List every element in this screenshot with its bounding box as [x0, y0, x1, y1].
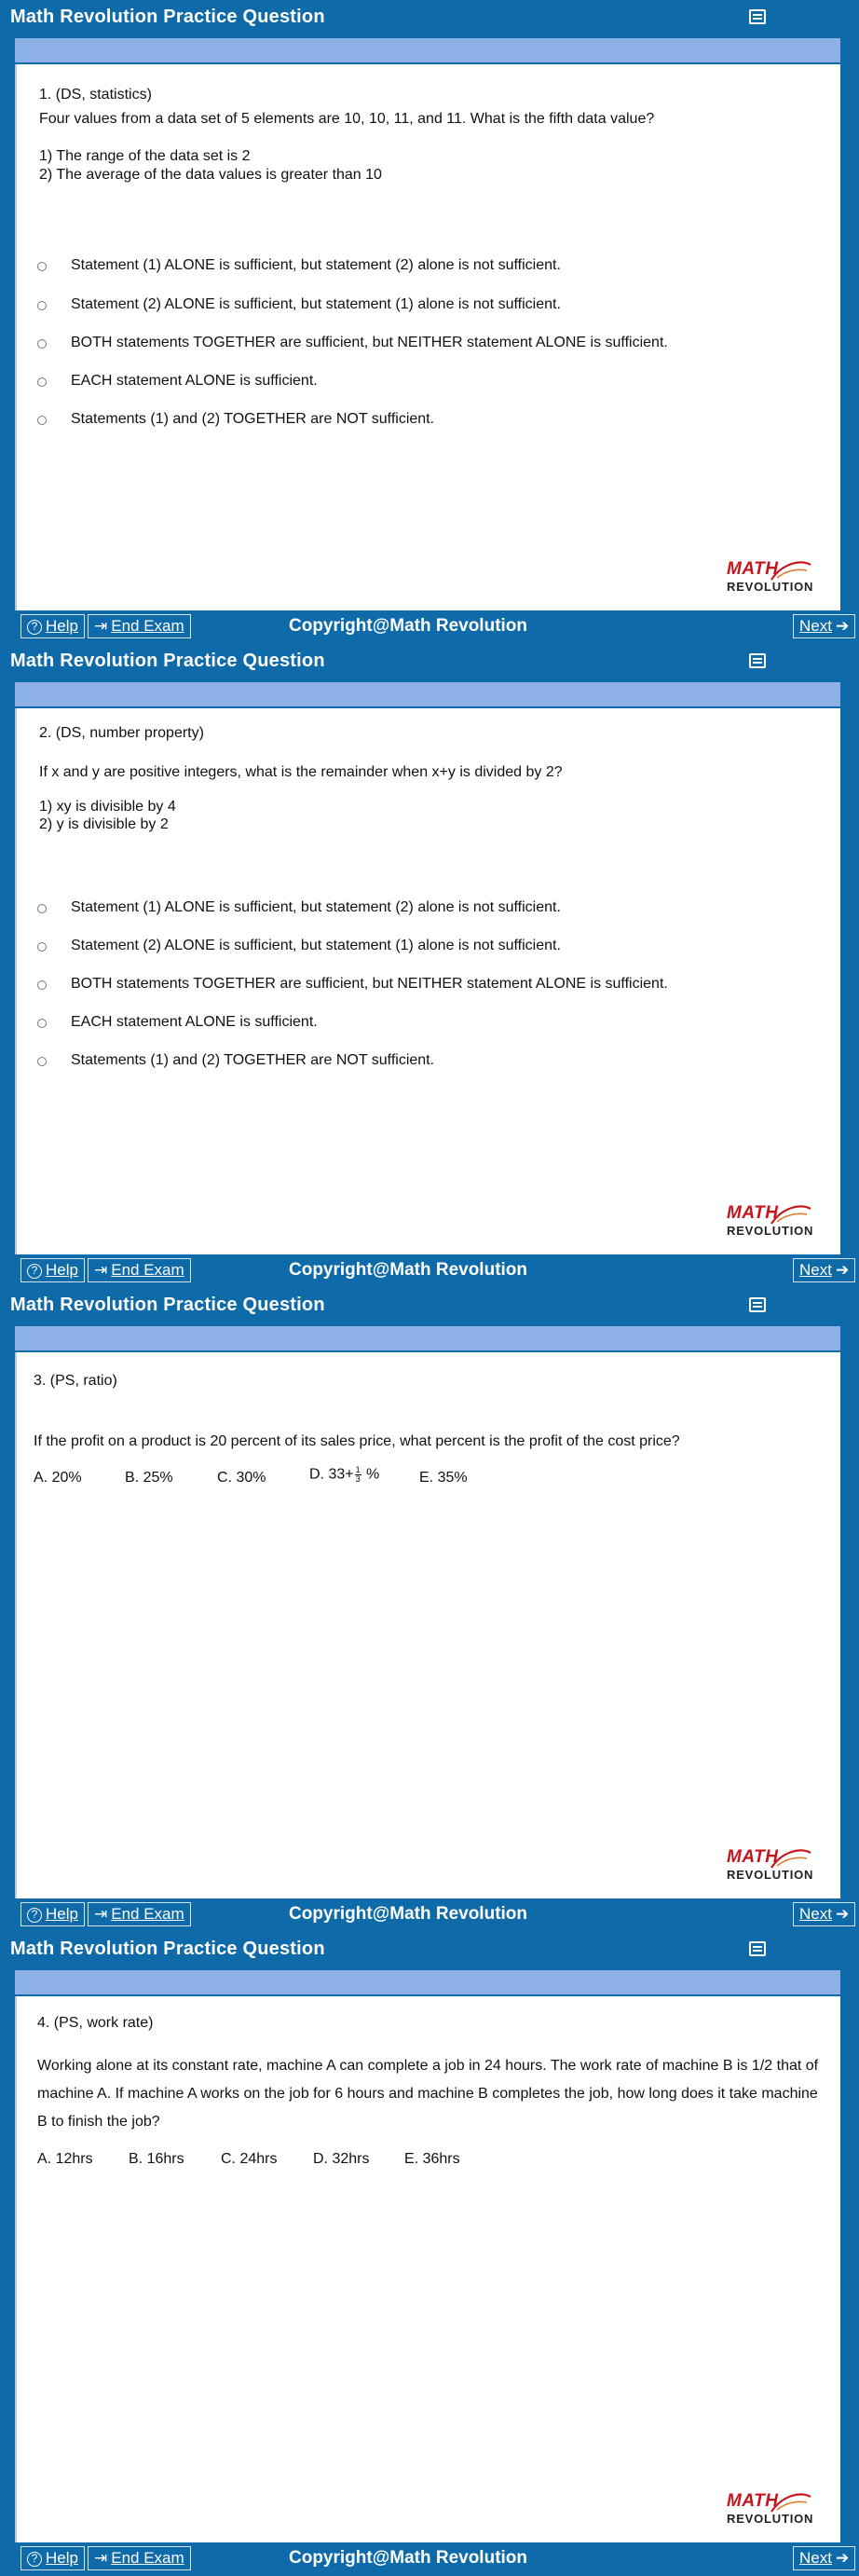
answer-option-label: BOTH statements TOGETHER are sufficient, but NEITHER statement ALONE is sufficient.	[71, 335, 668, 350]
logo-text-math: MATH	[727, 1847, 779, 1867]
copyright-text: Copyright@Math Revolution	[289, 2548, 528, 2568]
help-label: Help	[46, 617, 78, 635]
app-title: Math Revolution Practice Question	[10, 651, 325, 671]
radio-icon[interactable]	[37, 942, 47, 952]
help-button[interactable]	[20, 1258, 85, 1282]
fraction-numerator: 1	[355, 1465, 361, 1474]
choice-a[interactable]: A. 12hrs	[37, 2151, 93, 2167]
end-exam-button[interactable]	[88, 1258, 191, 1282]
end-exam-label: End Exam	[111, 617, 184, 635]
radio-icon[interactable]	[37, 262, 47, 271]
answer-choices	[34, 1465, 499, 1496]
radio-icon[interactable]	[37, 416, 47, 425]
choice-c[interactable]: C. 24hrs	[221, 2151, 278, 2167]
window-restore-icon[interactable]	[749, 653, 766, 668]
copyright-text: Copyright@Math Revolution	[289, 1904, 528, 1924]
question-screen-1	[0, 0, 859, 644]
window-restore-icon[interactable]	[749, 1941, 766, 1956]
end-exam-label: End Exam	[111, 2549, 184, 2567]
next-label: Next	[799, 1905, 832, 1923]
fraction	[355, 1466, 361, 1484]
logo-text-revolution: REVOLUTION	[727, 1868, 814, 1882]
statement-1: 1) xy is divisible by 4	[39, 799, 176, 815]
radio-icon[interactable]	[37, 1057, 47, 1066]
title-bar	[0, 1932, 859, 1967]
exit-icon: ⇥	[94, 1905, 108, 1923]
choice-c[interactable]: C. 30%	[217, 1470, 266, 1486]
radio-icon[interactable]	[37, 904, 47, 913]
question-text: If the profit on a product is 20 percent of its sales price, what percent is the profit of the cost price?	[34, 1433, 680, 1449]
choice-e[interactable]: E. 36hrs	[404, 2151, 460, 2167]
exit-icon: ⇥	[94, 1261, 108, 1279]
answer-choices	[37, 2151, 503, 2173]
window-restore-icon[interactable]	[749, 9, 766, 24]
choice-d[interactable]: D. 32hrs	[313, 2151, 370, 2167]
fraction-denominator: 3	[355, 1474, 361, 1484]
toolbar-strip	[15, 682, 840, 706]
help-button[interactable]	[20, 2546, 85, 2570]
math-revolution-logo	[714, 1203, 816, 1244]
app-title: Math Revolution Practice Question	[10, 7, 325, 27]
end-exam-button[interactable]	[88, 614, 191, 638]
help-label: Help	[46, 1261, 78, 1279]
math-revolution-logo	[714, 1847, 816, 1888]
end-exam-label: End Exam	[111, 1261, 184, 1279]
exit-icon: ⇥	[94, 617, 108, 635]
choice-d-suffix: %	[361, 1466, 380, 1483]
answer-option-label: EACH statement ALONE is sufficient.	[71, 1014, 318, 1030]
title-bar	[0, 644, 859, 679]
question-text: Working alone at its constant rate, machine A can complete a job in 24 hours. The work rate of machine B is 1/2 that of machine A. If machine A works on the job for 6 hours and machine B completes the job, how long does it take machine B to finish the job?	[37, 2058, 819, 2130]
window-restore-icon[interactable]	[749, 1297, 766, 1312]
arrow-right-icon: ➔	[835, 1905, 850, 1923]
next-button[interactable]	[793, 1258, 855, 1282]
app-title: Math Revolution Practice Question	[10, 1295, 325, 1315]
end-exam-button[interactable]	[88, 2546, 191, 2570]
help-icon: ?	[27, 1264, 42, 1279]
end-exam-button[interactable]	[88, 1902, 191, 1926]
question-text: If x and y are positive integers, what is the remainder when x+y is divided by 2?	[39, 764, 563, 780]
question-panel	[15, 708, 840, 1254]
answer-option-label: Statement (2) ALONE is sufficient, but statement (1) alone is not sufficient.	[71, 938, 561, 953]
end-exam-label: End Exam	[111, 1905, 184, 1923]
next-label: Next	[799, 617, 832, 635]
arrow-right-icon: ➔	[835, 1261, 850, 1279]
help-icon: ?	[27, 1908, 42, 1923]
arrow-right-icon: ➔	[835, 2549, 850, 2567]
math-revolution-logo	[714, 2491, 816, 2532]
toolbar-strip	[15, 1970, 840, 1994]
logo-text-revolution: REVOLUTION	[727, 1224, 814, 1238]
help-button[interactable]	[20, 1902, 85, 1926]
copyright-text: Copyright@Math Revolution	[289, 1260, 528, 1280]
question-panel	[15, 1996, 840, 2542]
help-icon: ?	[27, 620, 42, 635]
statement-2: 2) The average of the data values is greater than 10	[39, 167, 382, 183]
choice-d-prefix: D. 33+	[309, 1466, 354, 1483]
question-panel	[15, 64, 840, 610]
help-button[interactable]	[20, 614, 85, 638]
answer-option-label: Statements (1) and (2) TOGETHER are NOT sufficient.	[71, 411, 435, 427]
radio-icon[interactable]	[37, 377, 47, 387]
question-screen-2	[0, 644, 859, 1288]
radio-icon[interactable]	[37, 339, 47, 349]
question-screen-3	[0, 1288, 859, 1932]
logo-text-revolution: REVOLUTION	[727, 580, 814, 594]
exit-icon: ⇥	[94, 2549, 108, 2567]
answer-option-label: EACH statement ALONE is sufficient.	[71, 373, 318, 389]
logo-text-math: MATH	[727, 2491, 779, 2511]
footer-bar	[0, 1898, 859, 1932]
logo-text-revolution: REVOLUTION	[727, 2512, 814, 2526]
title-bar	[0, 0, 859, 35]
title-bar	[0, 1288, 859, 1323]
question-panel	[15, 1352, 840, 1898]
answer-option-label: Statement (1) ALONE is sufficient, but statement (2) alone is not sufficient.	[71, 257, 561, 273]
next-label: Next	[799, 2549, 832, 2567]
answer-option-label: BOTH statements TOGETHER are sufficient, but NEITHER statement ALONE is sufficient.	[71, 976, 668, 992]
choice-b[interactable]: B. 25%	[125, 1470, 173, 1486]
next-button[interactable]	[793, 1902, 855, 1926]
choice-d[interactable]	[309, 1466, 379, 1484]
question-header: 2. (DS, number property)	[39, 725, 204, 741]
math-revolution-logo	[714, 559, 816, 600]
question-text: Four values from a data set of 5 elements are 10, 10, 11, and 11. What is the fifth data value?	[39, 111, 655, 127]
question-screen-4	[0, 1932, 859, 2576]
answer-option-label: Statement (1) ALONE is sufficient, but statement (2) alone is not sufficient.	[71, 899, 561, 915]
next-button[interactable]	[793, 2546, 855, 2570]
footer-bar	[0, 610, 859, 644]
statement-1: 1) The range of the data set is 2	[39, 148, 251, 164]
question-header: 1. (DS, statistics)	[39, 87, 152, 103]
question-header: 3. (PS, ratio)	[34, 1373, 117, 1389]
logo-text-math: MATH	[727, 559, 779, 579]
toolbar-strip	[15, 1326, 840, 1350]
help-label: Help	[46, 2549, 78, 2567]
question-header: 4. (PS, work rate)	[37, 2015, 154, 2031]
logo-text-math: MATH	[727, 1203, 779, 1223]
arrow-right-icon: ➔	[835, 617, 850, 635]
next-button[interactable]	[793, 614, 855, 638]
help-icon: ?	[27, 2552, 42, 2567]
choice-b[interactable]: B. 16hrs	[129, 2151, 184, 2167]
choice-a[interactable]: A. 20%	[34, 1470, 82, 1486]
toolbar-strip	[15, 38, 840, 62]
radio-icon[interactable]	[37, 1019, 47, 1028]
radio-icon[interactable]	[37, 301, 47, 310]
next-label: Next	[799, 1261, 832, 1279]
footer-bar	[0, 2542, 859, 2576]
answer-option-label: Statements (1) and (2) TOGETHER are NOT sufficient.	[71, 1052, 435, 1068]
statement-2: 2) y is divisible by 2	[39, 816, 169, 832]
help-label: Help	[46, 1905, 78, 1923]
radio-icon[interactable]	[37, 980, 47, 990]
answer-option-label: Statement (2) ALONE is sufficient, but statement (1) alone is not sufficient.	[71, 296, 561, 312]
app-title: Math Revolution Practice Question	[10, 1939, 325, 1959]
footer-bar	[0, 1254, 859, 1288]
copyright-text: Copyright@Math Revolution	[289, 616, 528, 636]
choice-e[interactable]: E. 35%	[419, 1470, 468, 1486]
